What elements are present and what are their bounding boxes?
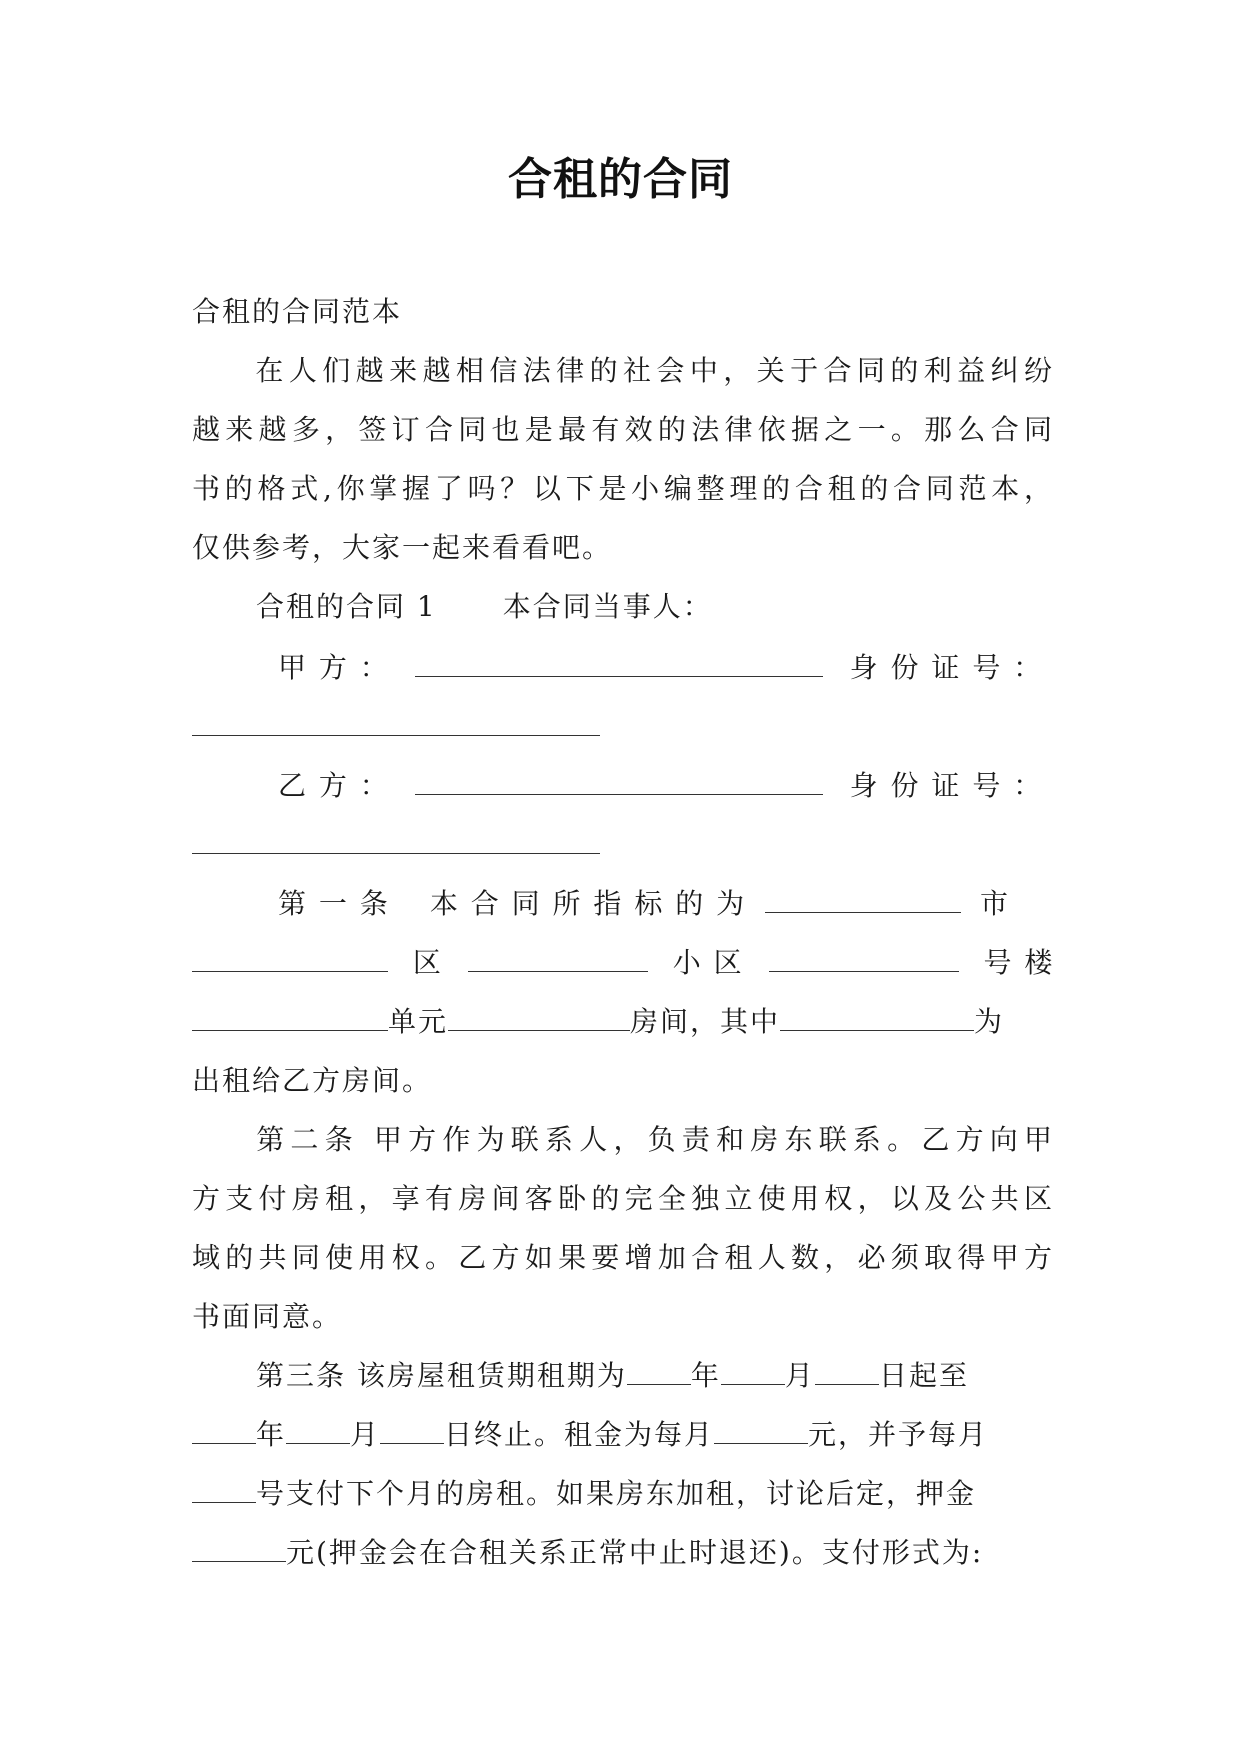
article3-line-4: 元(押金会在合租关系正常中止时退还)。支付形式为: xyxy=(192,1523,1054,1582)
article3-pay-day-blank[interactable] xyxy=(192,1501,256,1503)
article1-line-4: 出租给乙方房间。 xyxy=(192,1064,433,1097)
document-title: 合租的合同 xyxy=(508,154,733,205)
intro-line-2: 越来越多，签订合同也是最有效的法律依据之一。那么合同 xyxy=(192,413,1054,446)
article3-end-month-blank[interactable] xyxy=(286,1442,350,1444)
article2-line-3: 域的共同使用权。乙方如果要增加合租人数，必须取得甲方 xyxy=(192,1241,1054,1274)
article3-end-year-blank[interactable] xyxy=(192,1442,256,1444)
parties-label: 本合同当事人： xyxy=(502,590,713,623)
article3-start-year-blank[interactable] xyxy=(627,1383,691,1385)
article1-label: 第 一 条 xyxy=(278,887,390,920)
article1-district-blank[interactable] xyxy=(468,970,648,972)
party-a-name-blank[interactable] xyxy=(415,675,823,677)
article1-unit-blank[interactable] xyxy=(448,1029,630,1031)
article1-area-blank[interactable] xyxy=(192,970,388,972)
article1-line-3: 单元 房间，其中 为 xyxy=(192,992,1054,1051)
article3-deposit-blank[interactable] xyxy=(192,1560,286,1562)
article2-line-1: 第二条 甲方作为联系人，负责和房东联系。乙方向甲 xyxy=(252,1123,1054,1156)
contract-heading: 合租的合同 1 xyxy=(256,590,437,623)
party-a-label: 甲 方 ： xyxy=(278,651,390,684)
article3-end-day-blank[interactable] xyxy=(380,1442,444,1444)
party-a-id-blank[interactable] xyxy=(192,734,600,736)
article3-line-1: 第三条 该房屋租赁期租期为 年 月 日起至 xyxy=(256,1359,969,1392)
intro-line-1: 在人们越来越相信法律的社会中，关于合同的利益纠纷 xyxy=(252,354,1054,387)
article1-city-blank[interactable] xyxy=(765,911,961,913)
party-b-line xyxy=(278,756,1054,815)
article3-start-day-blank[interactable] xyxy=(815,1383,879,1385)
article1-building-blank[interactable] xyxy=(192,1029,388,1031)
party-a-id-line xyxy=(192,697,1054,756)
party-b-id-label: 身 份 证 号 ： xyxy=(849,769,1044,802)
article2-line-2: 方支付房租，享有房间客卧的完全独立使用权，以及公共区 xyxy=(192,1182,1054,1215)
article1-line-1: 第 一 条 本 合 同 所 指 标 的 为 市 xyxy=(278,887,1010,920)
intro-line-3: 书的格式,你掌握了吗？以下是小编整理的合租的合同范本， xyxy=(192,472,1054,505)
party-b-label: 乙 方 ： xyxy=(278,769,390,802)
article3-rent-blank[interactable] xyxy=(714,1442,808,1444)
party-b-id-line xyxy=(192,815,1054,874)
contract-heading-line xyxy=(256,577,1118,636)
article3-line-3: 号支付下个月的房租。如果房东加租，讨论后定，押金 xyxy=(192,1464,1054,1523)
intro-line-4: 仅供参考，大家一起来看看吧。 xyxy=(192,531,613,564)
article2-line-4: 书面同意。 xyxy=(192,1300,343,1333)
article3-line-2: 年 月 日终止。租金为每月 元，并予每月 xyxy=(192,1405,1054,1464)
article3-start-month-blank[interactable] xyxy=(721,1383,785,1385)
article1-community-blank[interactable] xyxy=(769,970,959,972)
party-a-line xyxy=(278,638,1054,697)
party-b-name-blank[interactable] xyxy=(415,793,823,795)
party-a-id-label: 身 份 证 号 ： xyxy=(849,651,1044,684)
document-subtitle: 合租的合同范本 xyxy=(192,295,403,328)
party-b-id-blank[interactable] xyxy=(192,852,600,854)
article1-room-blank[interactable] xyxy=(780,1029,974,1031)
article1-line-2: 区 小 区 号 楼 xyxy=(192,933,1054,992)
